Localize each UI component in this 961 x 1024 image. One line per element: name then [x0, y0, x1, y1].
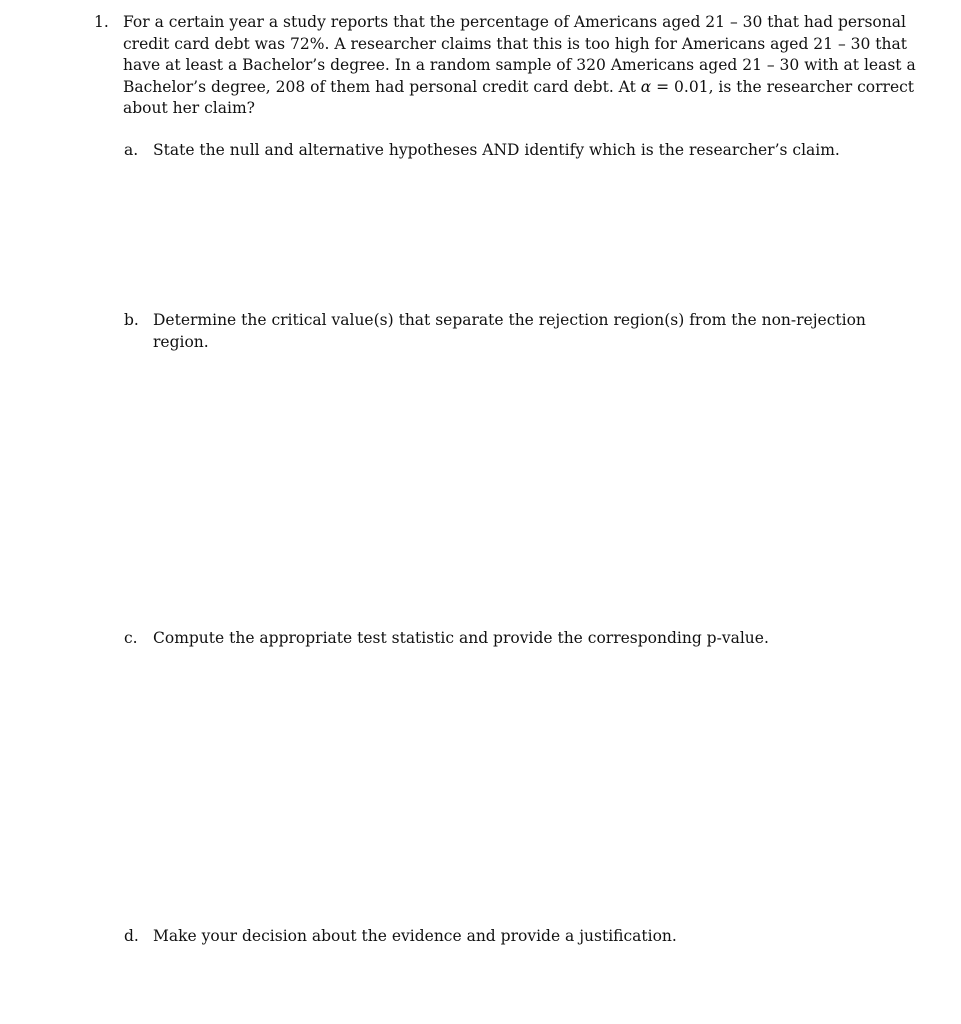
question-line: For a certain year a study reports that the percentage of Americans aged 21 – 30 that had personal — [123, 13, 906, 31]
question-line: have at least a Bachelor’s degree. In a random sample of 320 Americans aged 21 – 30 with at least a — [123, 56, 916, 74]
part-letter: d. — [124, 927, 139, 945]
part-line: Determine the critical value(s) that separate the rejection region(s) from the non-rejection — [153, 311, 866, 329]
part-line: Make your decision about the evidence and provide a justification. — [153, 927, 677, 945]
question-line-segment: Bachelor’s degree, 208 of them had personal credit card debt. At — [123, 77, 641, 96]
question-line-alpha — [123, 77, 915, 99]
part-letter: b. — [124, 311, 139, 329]
part-line: region. — [153, 332, 209, 351]
part-text — [153, 628, 883, 650]
question-line-segment: = 0.01, is the researcher correct — [651, 77, 915, 96]
part-text — [153, 140, 883, 162]
part-text — [153, 926, 883, 948]
question-line: about her claim? — [123, 99, 255, 117]
part-text — [153, 310, 883, 353]
part-line: State the null and alternative hypotheses AND identify which is the researcher’s claim. — [153, 141, 840, 159]
alpha-symbol: α — [640, 77, 652, 96]
part-letter: c. — [124, 629, 138, 647]
question-line: credit card debt was 72%. A researcher claims that this is too high for Americans aged 21 – 30 that — [123, 34, 907, 53]
question-text — [123, 12, 916, 120]
part-line: Compute the appropriate test statistic and provide the corresponding p-value. — [153, 629, 769, 647]
part-letter: a. — [124, 141, 139, 159]
question-number: 1. — [94, 13, 109, 31]
